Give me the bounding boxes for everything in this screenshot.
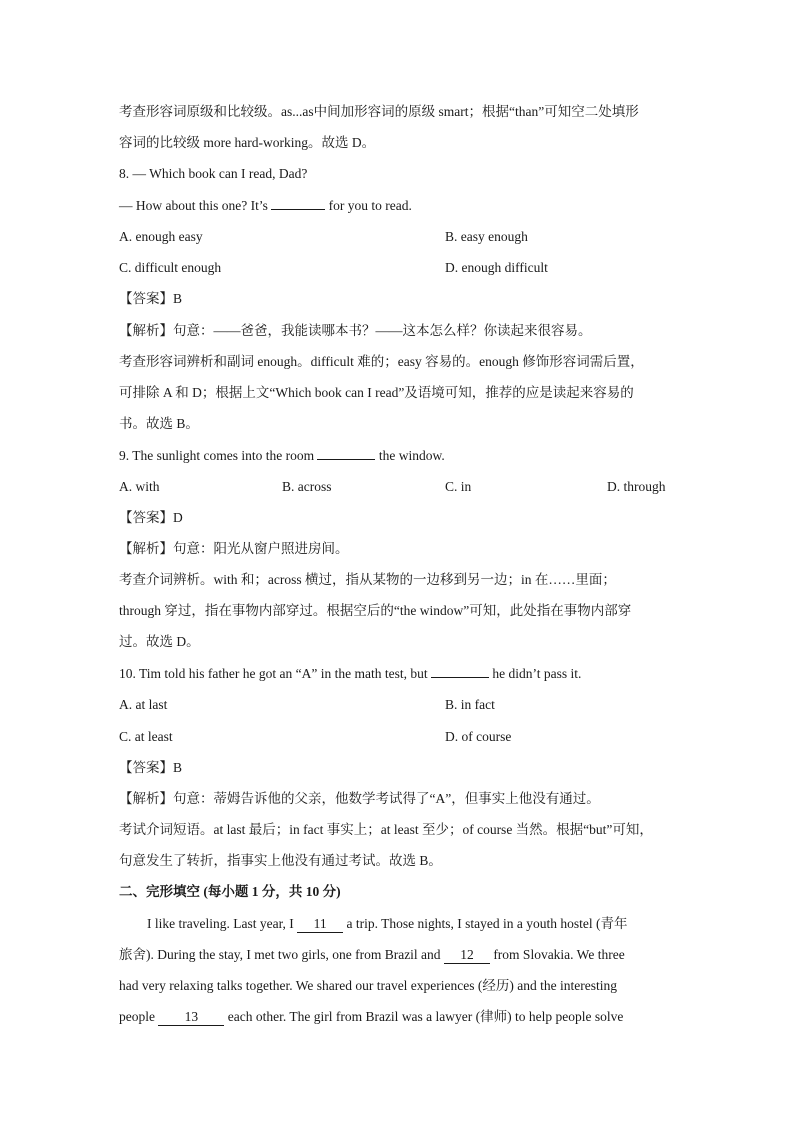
answer-label: 【答案】D xyxy=(119,510,183,525)
section-heading: 二、完形填空 (每小题 1 分，共 10 分) xyxy=(119,884,341,899)
analysis-line: 【解析】句意：阳光从窗户照进房间。 xyxy=(119,541,349,556)
option-a: A. enough easy xyxy=(119,229,203,244)
cloze-blank-13: 13 xyxy=(158,1009,224,1026)
answer-label: 【答案】B xyxy=(119,760,183,775)
analysis-line: 考查介词辨析。with 和；across 横过，指从某物的一边移到另一边；in 在……里面； xyxy=(119,572,616,587)
question-10-stem: 10. Tim told his father he got an “A” in the math test, but he didn’t pass it. xyxy=(119,666,582,681)
option-c: C. at least xyxy=(119,729,173,744)
option-d: D. through xyxy=(607,479,666,494)
analysis-line: 【解析】句意：——爸爸，我能读哪本书？——这本怎么样？你读起来很容易。 xyxy=(119,323,592,338)
cloze-blank-11: 11 xyxy=(297,916,343,933)
question-8-stem-2: — How about this one? It’s for you to read. xyxy=(119,198,412,213)
analysis-line: 可排除 A 和 D；根据上文“Which book can I read”及语境可知，推荐的应是读起来容易的 xyxy=(119,385,634,400)
answer-blank xyxy=(317,459,375,460)
analysis-line: 书。故选 B。 xyxy=(119,416,199,431)
answer-blank xyxy=(431,677,489,678)
analysis-line: 过。故选 D。 xyxy=(119,634,200,649)
analysis-line: 【解析】句意：蒂姆告诉他的父亲，他数学考试得了“A”，但事实上他没有通过。 xyxy=(119,791,600,806)
option-c: C. in xyxy=(445,479,472,494)
question-8-stem: 8. — Which book can I read, Dad? xyxy=(119,166,308,181)
answer-blank xyxy=(271,209,325,210)
option-d: D. enough difficult xyxy=(445,260,548,275)
option-a: A. at last xyxy=(119,697,168,712)
option-a: A. with xyxy=(119,479,160,494)
explanation-line: 考查形容词原级和比较级。as...as中间加形容词的原级 smart；根据“than”可知空二处填形 xyxy=(119,104,639,119)
question-9-stem: 9. The sunlight comes into the room the window. xyxy=(119,448,445,463)
analysis-line: 考查形容词辨析和副词 enough。difficult 难的；easy 容易的。enough 修饰形容词需后置， xyxy=(119,354,644,369)
option-b: B. easy enough xyxy=(445,229,528,244)
passage-line: people 13 each other. The girl from Brazil was a lawyer (律师) to help people solve xyxy=(119,1009,624,1024)
analysis-line: 句意发生了转折，指事实上他没有通过考试。故选 B。 xyxy=(119,853,442,868)
passage-line: I like traveling. Last year, I 11 a trip. Those nights, I stayed in a youth hostel (青年 xyxy=(147,916,628,931)
analysis-line: through 穿过，指在事物内部穿过。根据空后的“the window”可知，此处指在事物内部穿 xyxy=(119,603,632,618)
passage-line: had very relaxing talks together. We shared our travel experiences (经历) and the interesting xyxy=(119,978,617,993)
passage-line: 旅舍). During the stay, I met two girls, one from Brazil and 12 from Slovakia. We three xyxy=(119,947,625,962)
explanation-line: 容词的比较级 more hard-working。故选 D。 xyxy=(119,135,376,150)
cloze-blank-12: 12 xyxy=(444,947,490,964)
analysis-line: 考试介词短语。at last 最后；in fact 事实上；at least 至少；of course 当然。根据“but”可知， xyxy=(119,822,653,837)
option-b: B. across xyxy=(282,479,332,494)
option-d: D. of course xyxy=(445,729,512,744)
option-b: B. in fact xyxy=(445,697,495,712)
answer-label: 【答案】B xyxy=(119,291,183,306)
option-c: C. difficult enough xyxy=(119,260,222,275)
